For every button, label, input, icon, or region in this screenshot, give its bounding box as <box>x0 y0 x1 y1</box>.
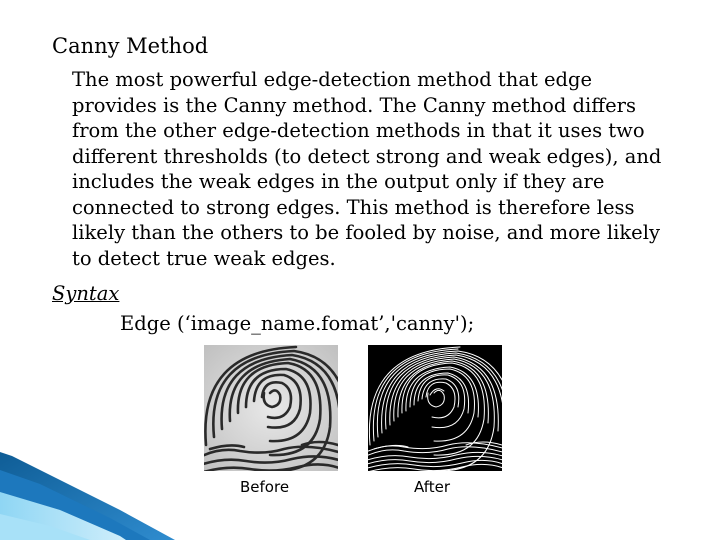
fingerprint-after-svg <box>368 345 502 471</box>
paragraph-line: different thresholds (to detect strong and weak edges), and <box>72 144 662 168</box>
paragraph-line: includes the weak edges in the output only if they are <box>72 170 605 193</box>
after-caption: After <box>414 478 451 496</box>
paragraph-line: connected to strong edges. This method is therefore less <box>72 195 635 219</box>
body-paragraph <box>72 67 712 271</box>
paragraph-line: likely than the others to be fooled by noise, and more likely <box>72 221 660 244</box>
slide-title: Canny Method <box>52 34 209 58</box>
corner-decoration <box>0 440 240 540</box>
paragraph-line: The most powerful edge-detection method that edge <box>72 68 593 91</box>
syntax-code: Edge (‘image_name.fomat’,'canny'); <box>120 312 475 335</box>
paragraph-line: to detect true weak edges. <box>72 246 336 270</box>
paragraph-line: from the other edge-detection methods in that it uses two <box>72 119 645 142</box>
syntax-label: Syntax <box>52 282 120 305</box>
fingerprint-after-image <box>368 345 502 471</box>
before-caption: Before <box>240 478 290 496</box>
paragraph-line: provides is the Canny method. The Canny method differs <box>72 93 636 117</box>
